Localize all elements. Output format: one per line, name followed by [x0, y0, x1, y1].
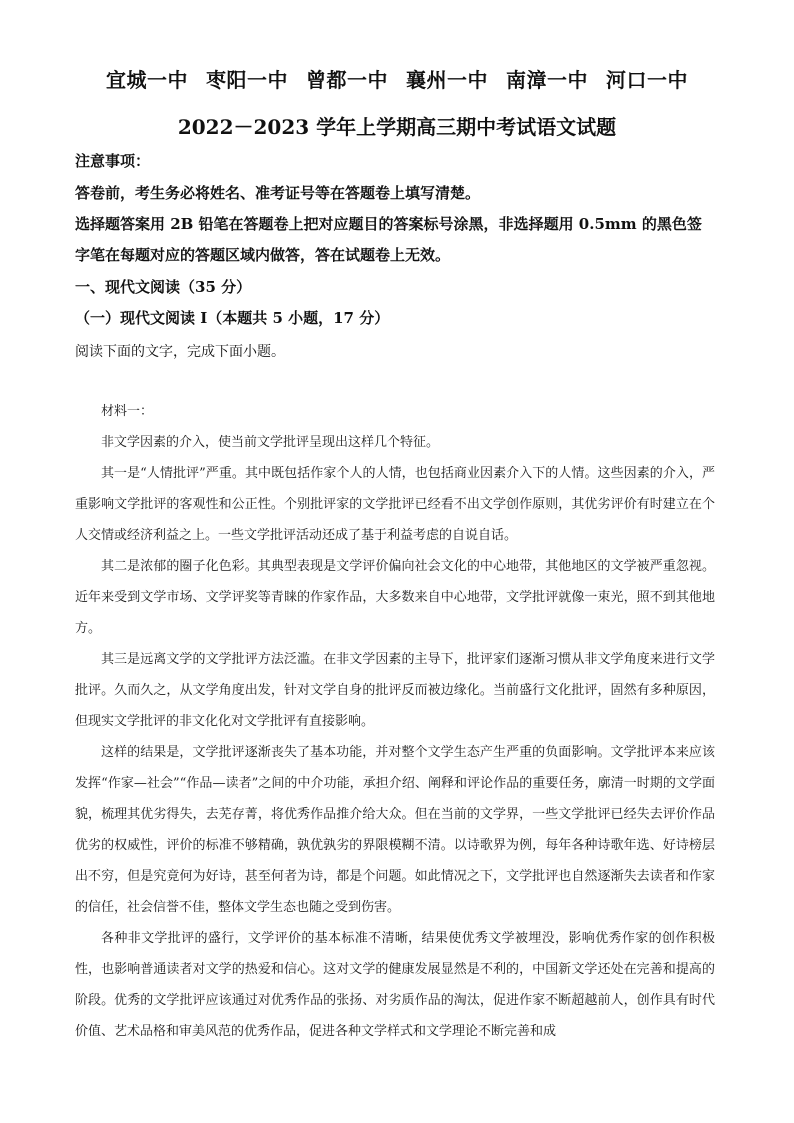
- notice-heading: 注意事项：: [75, 152, 151, 170]
- notice-line-1: 答卷前，考生务必将姓名、准考证号等在答题卷上填写清楚。: [75, 184, 481, 202]
- paragraph: 非文学因素的介入，使当前文学批评呈现出这样几个特征。: [101, 435, 440, 450]
- material-label: 材料一：: [101, 404, 154, 419]
- notice-line-2: 选择题答案用 2B 铅笔在答题卷上把对应题目的答案标号涂黑，非选择题用 0.5mm 的黑色签: [75, 215, 702, 233]
- school-name: 宜城一中: [106, 68, 188, 92]
- notice-line-3: 字笔在每题对应的答题区域内做答，答在试题卷上无效。: [75, 246, 451, 264]
- material-text: [75, 396, 715, 1047]
- school-name: 河口一中: [606, 68, 688, 92]
- school-name: 枣阳一中: [206, 68, 288, 92]
- sub-section-heading: （一）现代文阅读 I（本题共 5 小题，17 分）: [75, 309, 390, 327]
- school-list: [60, 64, 734, 93]
- reading-instruction: 阅读下面的文字，完成下面小题。: [75, 344, 285, 360]
- section-heading: 一、现代文阅读（35 分）: [75, 278, 252, 296]
- paragraph: 各种非文学批评的盛行，文学评价的基本标准不清晰，结果使优秀文学被埋没，影响优秀作家的创作积极性，也影响普通读者对文学的热爱和信心。这对文学的健康发展显然是不利的，中国新文学还处在完善和提高的阶段。优秀的文学批评应该通过对优秀作品的张扬、对劣质作品的淘汰，促进作家不断超越前人，创作具有时代价值、艺术品格和审美风范的优秀作品，促进各种文学样式和文学理论不断完善和成: [75, 931, 715, 1039]
- paragraph: 其二是浓郁的圈子化色彩。其典型表现是文学评价偏向社会文化的中心地带，其他地区的文学被严重忽视。近年来受到文学市场、文学评奖等青睐的作家作品，大多数来自中心地带，文学批评就像一束光，照不到其他地方。: [75, 559, 715, 636]
- paragraph: 其三是远离文学的文学批评方法泛滥。在非文学因素的主导下，批评家们逐渐习惯从非文学角度来进行文学批评。久而久之，从文学角度出发，针对文学自身的批评反而被边缘化。当前盛行文化批评，固然有多种原因，但现实文学批评的非文化化对文学批评有直接影响。: [75, 652, 715, 729]
- exam-title: 2022－2023 学年上学期高三期中考试语文试题: [177, 115, 617, 139]
- school-name: 襄州一中: [406, 68, 488, 92]
- paragraph: 其一是“人情批评”严重。其中既包括作家个人的人情，也包括商业因素介入下的人情。这些因素的介入，严重影响文学批评的客观性和公正性。个别批评家的文学批评已经看不出文学创作原则，其优劣评价有时建立在个人交情或经济利益之上。一些文学批评活动还成了基于利益考虑的自说自话。: [75, 466, 715, 543]
- paragraph: 这样的结果是，文学批评逐渐丧失了基本功能，并对整个文学生态产生严重的负面影响。文学批评本来应该发挥“作家—社会”“作品—读者”之间的中介功能，承担介绍、阐释和评论作品的重要任务，廓清一时期的文学面貌，梳理其优劣得失，去芜存菁，将优秀作品推介给大众。但在当前的文学界，一些文学批评已经失去评价作品优劣的权威性，评价的标准不够精确，孰优孰劣的界限模糊不清。以诗歌界为例，每年各种诗歌年选、好诗榜层出不穷，但是究竟何为好诗，甚至何者为诗，都是个问题。如此情况之下，文学批评也自然逐渐失去读者和作家的信任，社会信誉不佳，整体文学生态也随之受到伤害。: [75, 745, 715, 915]
- school-name: 南漳一中: [506, 68, 588, 92]
- school-name: 曾都一中: [306, 68, 388, 92]
